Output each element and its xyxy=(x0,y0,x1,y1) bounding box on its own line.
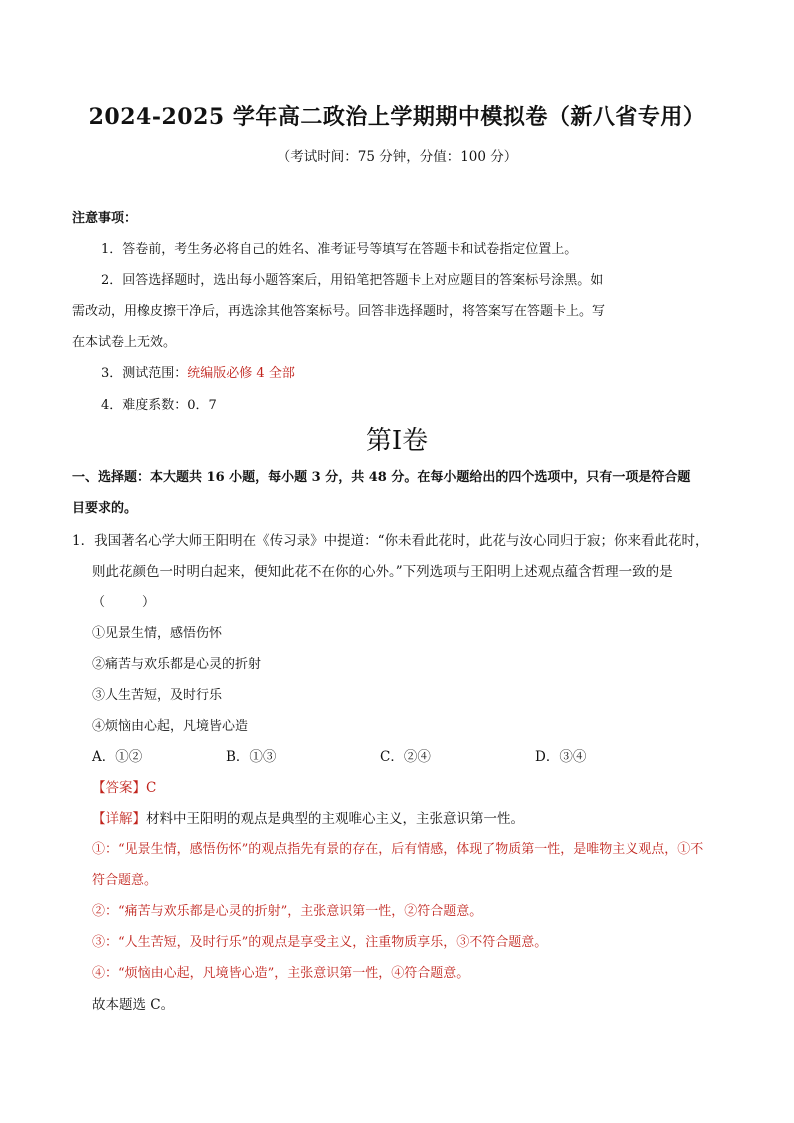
test-scope-value: 统编版必修 4 全部 xyxy=(187,366,295,381)
question-1-item-4: ④烦恼由心起，凡境皆心造 xyxy=(92,719,249,734)
option-c: C．②④ xyxy=(380,749,431,765)
exam-subtitle: （考试时间：75 分钟，分值：100 分） xyxy=(276,149,518,165)
answer-line xyxy=(92,776,156,796)
analysis-4: ④：“烦恼由心起，凡境皆心造”，主张意识第一性，④符合题意。 xyxy=(92,966,470,981)
section-instruction-line-2: 目要求的。 xyxy=(72,501,138,516)
section-title: 第Ⅰ卷 xyxy=(365,426,429,456)
option-d: D．③④ xyxy=(535,749,587,765)
question-1-answer-blank: （ ） xyxy=(92,595,168,610)
analysis-1-line-1: ①：“见景生情，感悟伤怀”的观点指先有景的存在，后有情感，体现了物质第一性，是唯物主义观点，①不 xyxy=(92,842,704,857)
notice-item-2-line-3: 在本试卷上无效。 xyxy=(72,335,177,350)
notice-heading: 注意事项： xyxy=(72,211,138,226)
option-a: A．①② xyxy=(92,749,143,765)
question-1-item-3: ③人生苦短，及时行乐 xyxy=(92,688,223,703)
detail-text: 材料中王阳明的观点是典型的主观唯心主义，主张意识第一性。 xyxy=(146,811,524,827)
answer-label: 【答案】 xyxy=(92,780,146,796)
question-1-stem-line-2: 则此花颜色一时明白起来，便知此花不在你的心外。”下列选项与王阳明上述观点蕴含哲理一致的是 xyxy=(92,564,673,580)
answer-value: C xyxy=(146,780,157,796)
notice-item-2-line-1: 2．回答选择题时，选出每小题答案后，用铅笔把答题卡上对应题目的答案标号涂黑。如 xyxy=(101,273,604,288)
analysis-3: ③：“人生苦短，及时行乐”的观点是享受主义，注重物质享乐，③不符合题意。 xyxy=(92,935,548,950)
question-1-stem-line-1: 1．我国著名心学大师王阳明在《传习录》中提道：“你未看此花时，此花与汝心同归于寂；你来看此花时， xyxy=(72,533,709,549)
detail-label: 【详解】 xyxy=(92,811,146,827)
analysis-1-line-2: 符合题意。 xyxy=(92,873,158,888)
detail-line xyxy=(92,807,524,827)
notice-item-4: 4．难度系数：0．7 xyxy=(101,398,217,413)
notice-item-2-line-2: 需改动，用橡皮擦干净后，再选涂其他答案标号。回答非选择题时，将答案写在答题卡上。写 xyxy=(72,304,606,319)
question-1-item-1: ①见景生情，感悟伤怀 xyxy=(92,626,223,641)
question-1-item-2: ②痛苦与欢乐都是心灵的折射 xyxy=(92,657,262,672)
section-instruction-line-1: 一、选择题：本大题共 16 小题，每小题 3 分，共 48 分。在每小题给出的四个选项中，只有一项是符合题 xyxy=(72,470,691,485)
analysis-2: ②：“痛苦与欢乐都是心灵的折射”，主张意识第一性，②符合题意。 xyxy=(92,904,483,919)
conclusion: 故本题选 C。 xyxy=(92,997,175,1013)
notice-item-3 xyxy=(101,362,295,381)
option-b: B．①③ xyxy=(226,749,277,765)
exam-title: 2024-2025 学年高二政治上学期期中模拟卷（新八省专用） xyxy=(88,104,706,130)
notice-item-1: 1．答卷前，考生务必将自己的姓名、准考证号等填写在答题卡和试卷指定位置上。 xyxy=(101,242,578,257)
notice-item-3-label: 3．测试范围： xyxy=(101,366,188,381)
